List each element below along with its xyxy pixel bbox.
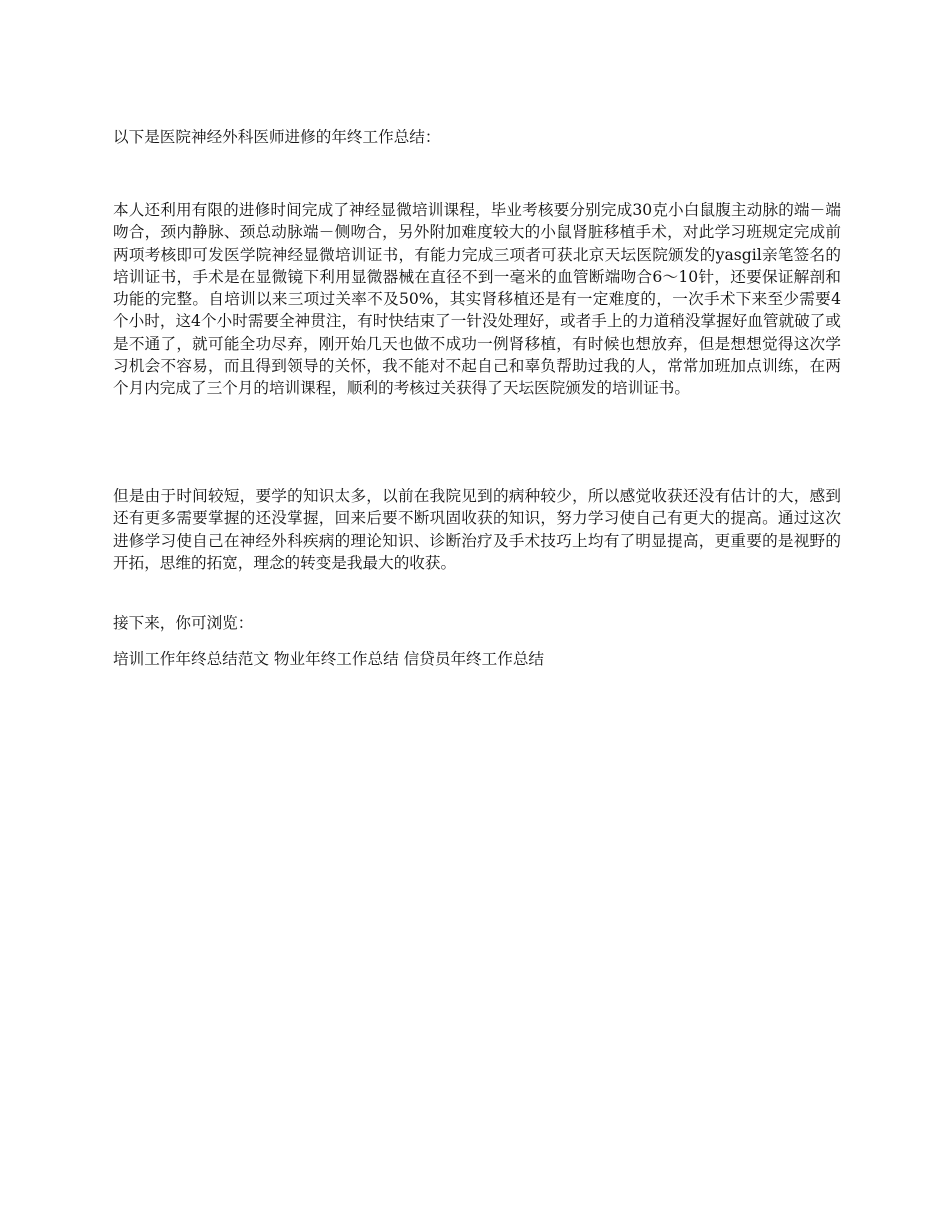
related-link-property-summary[interactable]: 物业年终工作总结 (273, 650, 399, 668)
browse-next-label: 接下来，你可浏览： (113, 614, 254, 632)
intro-text: 以下是医院神经外科医师进修的年终工作总结： (113, 128, 441, 146)
related-link-training-summary[interactable]: 培训工作年终总结范文 (113, 650, 269, 668)
related-link-credit-officer-summary[interactable]: 信贷员年终工作总结 (403, 650, 545, 668)
related-links (113, 648, 841, 670)
body-paragraph-2: 但是由于时间较短，要学的知识太多，以前在我院见到的病种较少，所以感觉收获还没有估计的大，感到还有更多需要掌握的还没掌握，回来后要不断巩固收获的知识，努力学习使自己有更大的提高。通过这次进修学习使自己在神经外科疾病的理论知识、诊断治疗及手术技巧上均有了明显提高，更重要的是视野的开拓，思维的拓宽，理念的转变是我最大的收获。 (113, 487, 841, 572)
body-paragraph-1: 本人还利用有限的进修时间完成了神经显微培训课程，毕业考核要分别完成30克小白鼠腹主动脉的端－端吻合，颈内静脉、颈总动脉端－侧吻合，另外附加难度较大的小鼠肾脏移植手术，对此学习班规定完成前两项考核即可发医学院神经显微培训证书，有能力完成三项者可获北京天坛医院颁发的yasgil亲笔签名的培训证书，手术是在显微镜下利用显微器械在直径不到一毫米的血管断端吻合6～10针，还要保证解剖和功能的完整。自培训以来三项过关率不及50%，其实肾移植还是有一定难度的，一次手术下来至少需要4个小时，这4个小时需要全神贯注，有时快结束了一针没处理好，或者手上的力道稍没掌握好血管就破了或是不通了，就可能全功尽弃，刚开始几天也做不成功一例肾移植，有时候也想放弃，但是想想觉得这次学习机会不容易，而且得到领导的关怀，我不能对不起自己和辜负帮助过我的人，常常加班加点训练，在两个月内完成了三个月的培训课程，顺利的考核过关获得了天坛医院颁发的培训证书。 (113, 201, 842, 398)
